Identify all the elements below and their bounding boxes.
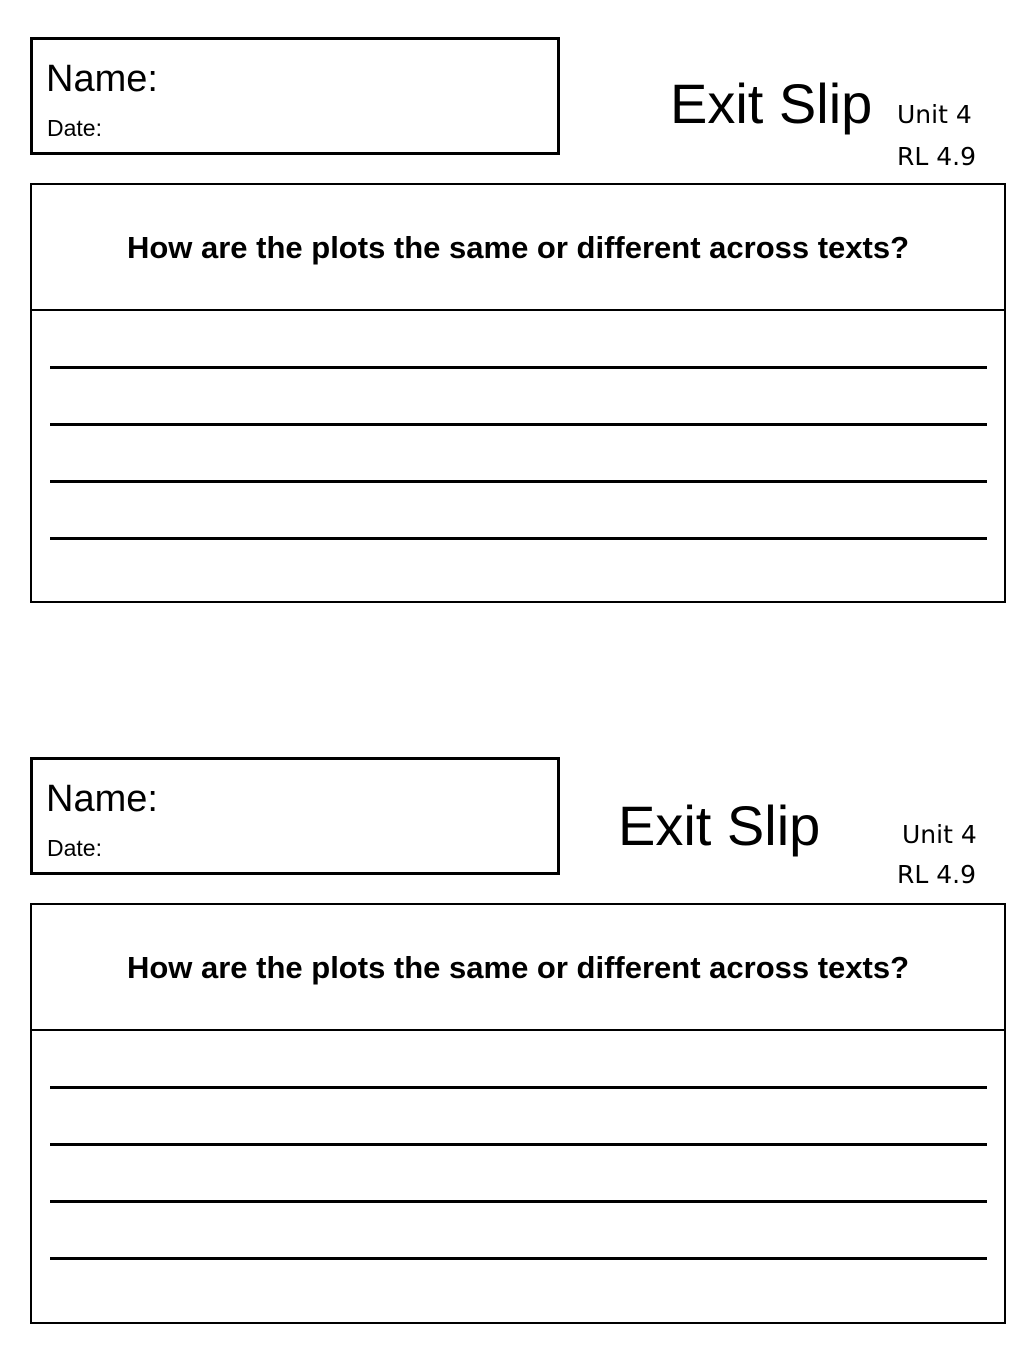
name-date-box xyxy=(30,37,560,155)
answer-line[interactable] xyxy=(50,366,987,369)
exit-slip-1 xyxy=(0,0,1024,600)
unit-label: Unit 4 xyxy=(902,820,977,849)
answer-line[interactable] xyxy=(50,1200,987,1203)
answer-line[interactable] xyxy=(50,1086,987,1089)
answer-line[interactable] xyxy=(50,1257,987,1260)
name-label: Name: xyxy=(46,778,158,820)
question-text: How are the plots the same or different across texts? xyxy=(126,230,910,265)
name-date-box xyxy=(30,757,560,875)
exit-slip-title: Exit Slip xyxy=(670,72,873,135)
standard-label: RL 4.9 xyxy=(897,860,977,889)
exit-slip-title: Exit Slip xyxy=(618,794,821,857)
unit-label: Unit 4 xyxy=(897,100,972,129)
answer-line[interactable] xyxy=(50,1143,987,1146)
question-row xyxy=(32,905,1004,1031)
question-row xyxy=(32,185,1004,311)
question-answer-box xyxy=(30,903,1006,1324)
answer-line[interactable] xyxy=(50,537,987,540)
date-label: Date: xyxy=(47,835,102,861)
answer-line[interactable] xyxy=(50,423,987,426)
answer-line[interactable] xyxy=(50,480,987,483)
date-label: Date: xyxy=(47,115,102,141)
question-answer-box xyxy=(30,183,1006,603)
question-text: How are the plots the same or different across texts? xyxy=(126,950,910,985)
standard-label: RL 4.9 xyxy=(897,142,977,171)
exit-slip-2 xyxy=(0,720,1024,1320)
name-label: Name: xyxy=(46,58,158,100)
